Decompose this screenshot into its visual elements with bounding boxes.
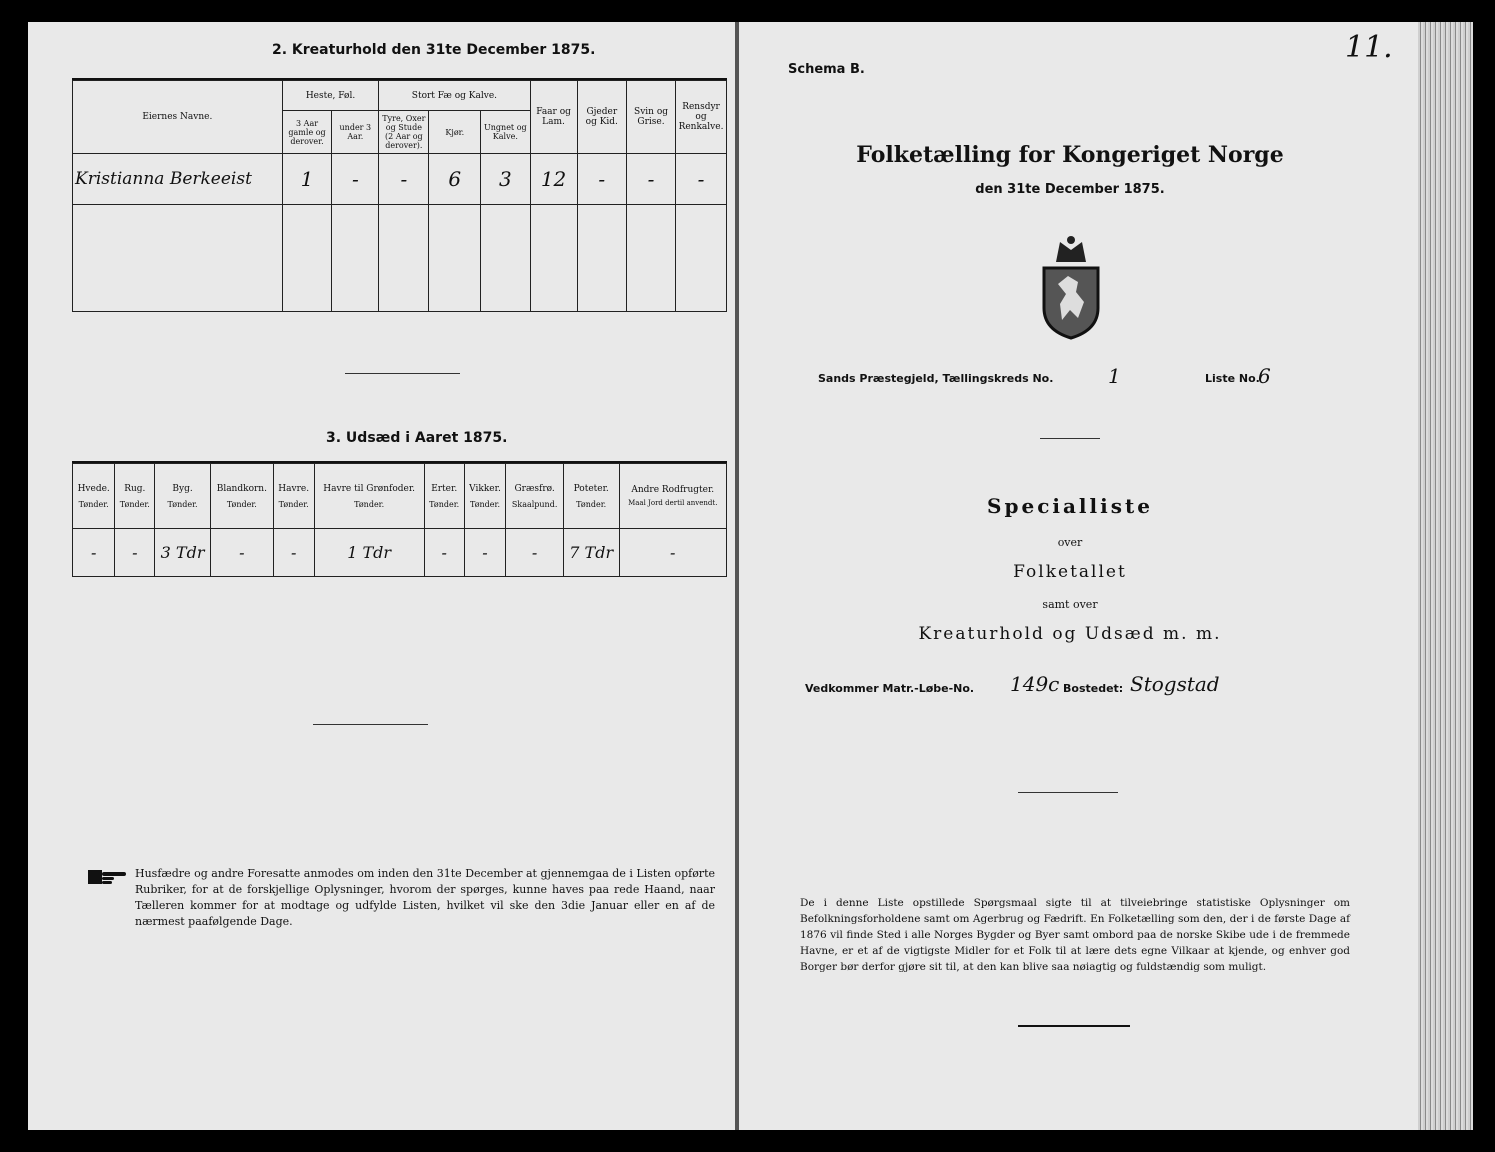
header-havre-gronfoder: Havre til Grønfoder. Tønder.: [314, 464, 424, 529]
value-erter: -: [424, 529, 464, 577]
matr-label: Vedkommer Matr.-Løbe-No.: [805, 682, 975, 695]
matr-value: 149c: [1010, 672, 1060, 696]
short-divider: [345, 373, 460, 374]
header-andre-rodfrugter: Andre Rodfrugter. Maal Jord dertil anvendt.: [619, 464, 727, 529]
value-byg: 3 Tdr: [155, 529, 211, 577]
header-rug: Rug. Tønder.: [115, 464, 155, 529]
value-hvede: -: [73, 529, 115, 577]
short-divider: [1040, 438, 1100, 439]
page-edges: [1418, 22, 1473, 1130]
header-havre: Havre. Tønder.: [273, 464, 314, 529]
district-label: Sands Præstegjeld, Tællingskreds No.: [818, 372, 1054, 385]
section3-title: 3. Udsæd i Aaret 1875.: [326, 430, 508, 446]
header-blandkorn: Blandkorn. Tønder.: [210, 464, 273, 529]
kjor-header: Kjør.: [429, 111, 481, 154]
section2-title: 2. Kreaturhold den 31te December 1875.: [272, 42, 596, 58]
header-byg: Byg. Tønder.: [155, 464, 211, 529]
gjeder-value: -: [577, 153, 626, 204]
ungnet-header: Ungnet og Kalve.: [481, 111, 530, 154]
value-blandkorn: -: [210, 529, 273, 577]
bottom-divider: [1018, 1025, 1130, 1027]
value-havre: -: [273, 529, 314, 577]
short-divider: [1018, 792, 1118, 793]
owner-header: Eiernes Navne.: [73, 81, 283, 154]
table-row: [73, 529, 727, 577]
bosted-value: Stogstad: [1130, 672, 1220, 696]
heste-header: Heste, Føl.: [282, 81, 379, 111]
value-havre-gronfoder: 1 Tdr: [314, 529, 424, 577]
kreaturhold-label: Kreaturhold og Udsæd m. m.: [918, 624, 1222, 644]
header-poteter: Poteter. Tønder.: [563, 464, 619, 529]
header-erter: Erter. Tønder.: [424, 464, 464, 529]
subtitle: den 31te December 1875.: [975, 182, 1165, 197]
specialliste-title: Specialliste: [987, 494, 1153, 518]
header-hvede: Hvede. Tønder.: [73, 464, 115, 529]
livestock-table: [72, 80, 727, 312]
value-rug: -: [115, 529, 155, 577]
stort-fae-header: Stort Fæ og Kalve.: [379, 81, 530, 111]
rensdyr-value: -: [676, 153, 727, 204]
header-vikker: Vikker. Tønder.: [464, 464, 506, 529]
sowing-table: [72, 463, 727, 577]
sowing-header-row: [73, 464, 727, 529]
liste-value: 6: [1258, 364, 1271, 388]
schema-label: Schema B.: [788, 62, 865, 77]
short-divider: [313, 724, 428, 725]
heste-old-value: 1: [282, 153, 332, 204]
faar-header: Faar og Lam.: [530, 81, 577, 154]
heste-old-header: 3 Aar gamle og derover.: [282, 111, 332, 154]
folketallet-label: Folketallet: [1013, 562, 1127, 582]
faar-value: 12: [530, 153, 577, 204]
value-graesfro: -: [506, 529, 564, 577]
bosted-label: Bostedet:: [1063, 682, 1124, 695]
rensdyr-header: Rensdyr og Renkalve.: [676, 81, 727, 154]
samt-over-label: samt over: [1042, 598, 1098, 611]
main-title: Folketælling for Kongeriget Norge: [856, 142, 1284, 168]
tyre-value: -: [379, 153, 429, 204]
over-label: over: [1057, 536, 1083, 549]
value-vikker: -: [464, 529, 506, 577]
value-andre-rodfrugter: -: [619, 529, 727, 577]
coat-of-arms-icon: [1038, 232, 1104, 340]
svin-value: -: [627, 153, 676, 204]
tyre-header: Tyre, Oxer og Stude (2 Aar og derover).: [379, 111, 429, 154]
owner-name: Kristianna Berkeeist: [73, 153, 283, 204]
heste-young-value: -: [332, 153, 379, 204]
svin-header: Svin og Grise.: [627, 81, 676, 154]
ungnet-value: 3: [481, 153, 530, 204]
pointing-hand-icon: [88, 866, 128, 888]
page-number: 11.: [1345, 30, 1393, 65]
liste-label: Liste No.: [1205, 372, 1260, 385]
kjor-value: 6: [429, 153, 481, 204]
footer-text: De i denne Liste opstillede Spørgsmaal sigte til at tilveiebringe statistiske Oplysninger om Befolkningsforholdene samt om Agerbrug og Fædrift. En Folketælling som den, der i de første Dage af 1876 vil finde Sted i alle Norges Bygder og Byer samt ombord paa de norske Skibe ude i de fremmede Havne, er et af de vigtigste Midler for et Folk til at lære dets egne Vilkaar at kjende, og enhver god Borger bør derfor gjøre sit til, at den kan blive saa nøiagtig og fuldstændig som muligt.: [800, 897, 1350, 973]
gjeder-header: Gjeder og Kid.: [577, 81, 626, 154]
header-graesfro: Græsfrø. Skaalpund.: [506, 464, 564, 529]
value-poteter: 7 Tdr: [563, 529, 619, 577]
table-row: [73, 153, 727, 204]
book-spine: [735, 22, 739, 1130]
heste-young-header: under 3 Aar.: [332, 111, 379, 154]
district-value: 1: [1108, 364, 1121, 388]
notice-text: Husfædre og andre Foresatte anmodes om inden den 31te December at gjennemgaa de i Listen opførte Rubriker, for at de forskjellige Oplysninger, hvorom der spørges, kunne haves paa rede Haand, naar Tælleren kommer for at modtage og udfylde Listen, hvilket vil ske den 3die Januar eller en af de nærmest paafølgende Dage.: [135, 867, 715, 928]
